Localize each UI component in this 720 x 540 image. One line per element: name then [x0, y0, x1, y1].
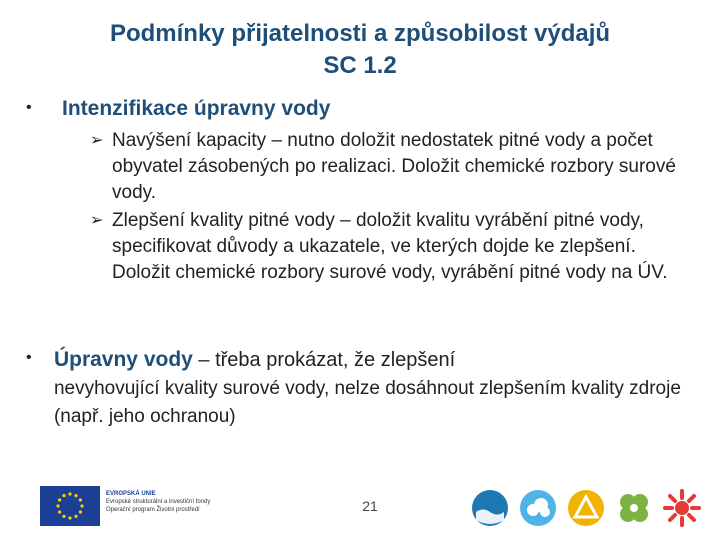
- bullet-strong-text: Úpravny vody: [53, 348, 193, 371]
- sub-bullet-list: [90, 128, 680, 288]
- bullet-rest-text: nevyhovující kvality surové vody, nelze dosáhnout zlepšením kvality zdroje (např. jeho ochranou): [53, 378, 681, 427]
- bullet-marker: •: [26, 99, 32, 116]
- flower-icon: [614, 488, 654, 528]
- water-drop-icon: [470, 488, 510, 528]
- bullet-text: [54, 346, 686, 431]
- sun-icon: [662, 488, 702, 528]
- sub-bullet-text: Navýšení kapacity – nutno doložit nedostatek pitné vody a počet obyvatel zásobených po realizaci. Doložit chemické rozbory surové vody.: [112, 130, 676, 203]
- eu-line-1: Evropské strukturální a investiční fondy: [106, 499, 211, 505]
- arrow-bullet-icon: ➢: [90, 212, 104, 229]
- sub-bullet-capacity: [90, 128, 680, 206]
- bullet-heading: Intenzifikace úpravny vody: [62, 97, 331, 120]
- eu-title: EVROPSKÁ UNIE: [106, 491, 156, 497]
- title-line-2: SC 1.2: [323, 52, 397, 79]
- bullet-intensification: [26, 96, 330, 122]
- eu-funding-text: [106, 490, 276, 514]
- footer: [0, 476, 720, 540]
- bullet-marker: •: [26, 349, 32, 366]
- slide-title: [40, 18, 680, 82]
- cloud-icon: [518, 488, 558, 528]
- triangle-icon: [566, 488, 606, 528]
- sub-bullet-text: Zlepšení kvality pitné vody – doložit kvalitu vyrábění pitné vody, specifikovat důvody a ukazatele, ve kterých dojde ke zlepšení. Doložit chemické rozbory surové vody, vyrábění pitné vody na ÚV.: [112, 210, 668, 283]
- program-logos: [470, 488, 710, 528]
- arrow-bullet-icon: ➢: [90, 132, 104, 149]
- eu-line-2: Operační program Životní prostředí: [106, 507, 200, 513]
- bullet-treatment-plants: [26, 346, 686, 431]
- title-line-1: Podmínky přijatelnosti a způsobilost výdajů: [109, 20, 611, 47]
- page-number: 21: [362, 498, 378, 514]
- sub-bullet-quality: [90, 208, 680, 286]
- bullet-first-line: – třeba prokázat, že zlepšení: [192, 349, 456, 371]
- eu-flag-icon: [40, 486, 100, 526]
